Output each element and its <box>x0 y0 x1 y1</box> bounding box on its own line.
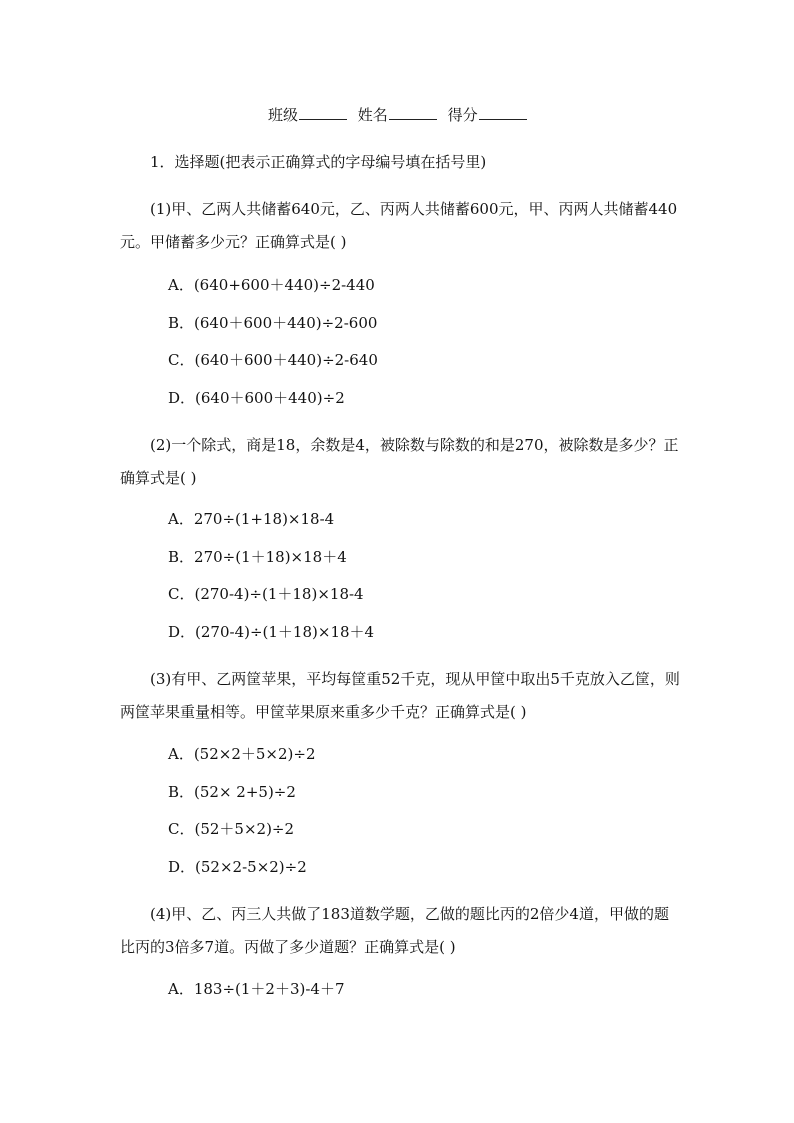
header-fields <box>268 105 533 125</box>
question-2-text: (2)一个除式，商是18，余数是4，被除数与除数的和是270，被除数是多少？正确算式是( ) <box>120 436 679 487</box>
name-blank[interactable] <box>389 105 437 120</box>
class-field[interactable] <box>268 106 347 124</box>
question-1-text: (1)甲、乙两人共储蓄640元，乙、丙两人共储蓄600元，甲、丙两人共储蓄440元。甲储蓄多少元？正确算式是( ) <box>120 200 678 251</box>
question-1-option-a: A．(640+600＋440)÷2-440 <box>168 276 375 294</box>
question-3-option-d: D．(52×2-5×2)÷2 <box>168 858 307 876</box>
question-4-option-a: A．183÷(1＋2＋3)-4＋7 <box>168 980 345 998</box>
score-blank[interactable] <box>479 105 527 120</box>
name-field[interactable] <box>358 106 437 124</box>
name-label: 姓名 <box>357 106 388 124</box>
question-4-text: (4)甲、乙、丙三人共做了183道数学题，乙做的题比丙的2倍少4道，甲做的题比丙的3倍多7道。丙做了多少道题？正确算式是( ) <box>120 905 669 956</box>
question-1-option-c: C．(640＋600＋440)÷2-640 <box>168 351 378 369</box>
question-2-option-d: D．(270-4)÷(1＋18)×18＋4 <box>168 623 375 641</box>
class-label: 班级 <box>268 106 299 124</box>
question-3-option-c: C．(52＋5×2)÷2 <box>168 820 295 838</box>
question-3-option-b: B．(52× 2+5)÷2 <box>168 783 296 801</box>
question-2-option-b: B．270÷(1＋18)×18＋4 <box>168 548 347 566</box>
question-2-option-a: A．270÷(1+18)×18-4 <box>168 510 335 528</box>
section-title: 1．选择题(把表示正确算式的字母编号填在括号里) <box>150 153 487 171</box>
question-3-text: (3)有甲、乙两筐苹果，平均每筐重52千克，现从甲筐中取出5千克放入乙筐，则两筐苹果重量相等。甲筐苹果原来重多少千克？正确算式是( ) <box>120 670 680 721</box>
question-1-option-b: B．(640＋600＋440)÷2-600 <box>168 314 378 332</box>
question-2-option-c: C．(270-4)÷(1＋18)×18-4 <box>168 585 364 603</box>
question-1-option-d: D．(640＋600＋440)÷2 <box>168 389 345 407</box>
score-label: 得分 <box>447 106 478 124</box>
question-3-option-a: A．(52×2＋5×2)÷2 <box>168 745 316 763</box>
score-field[interactable] <box>448 106 527 124</box>
class-blank[interactable] <box>299 105 347 120</box>
